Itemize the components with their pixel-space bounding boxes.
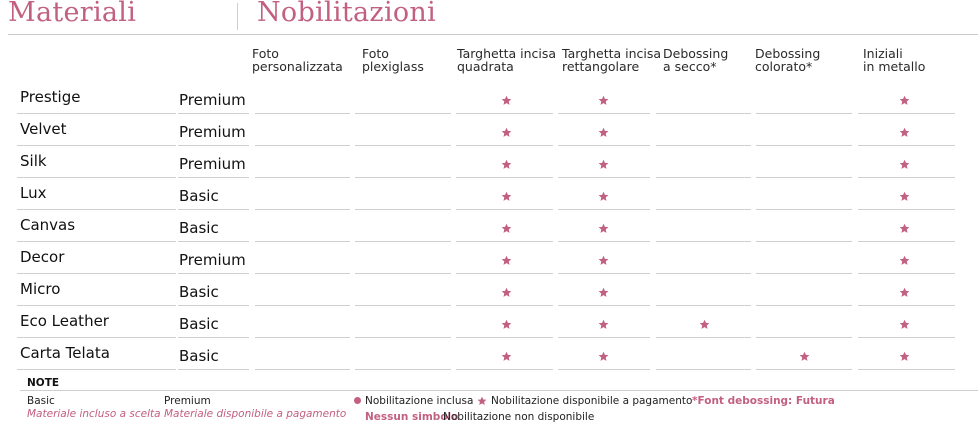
star-icon <box>899 191 910 202</box>
material-name: Canvas <box>20 216 76 234</box>
row-divider <box>17 273 176 274</box>
row-divider <box>178 177 249 178</box>
col-header-foto-personalizzata: Foto personalizzata <box>252 46 343 74</box>
table-row <box>0 182 980 214</box>
row-divider <box>17 209 176 210</box>
row-divider <box>178 273 249 274</box>
row-divider <box>17 145 176 146</box>
row-divider <box>558 209 650 210</box>
material-tier: Basic <box>179 315 219 333</box>
star-icon <box>501 191 512 202</box>
row-divider <box>558 369 650 370</box>
row-divider <box>858 241 955 242</box>
row-divider <box>858 273 955 274</box>
table-row <box>0 214 980 246</box>
row-divider <box>255 337 350 338</box>
table-row <box>0 86 980 118</box>
row-divider <box>178 113 249 114</box>
legend-basic-desc: Materiale incluso a scelta <box>27 408 161 420</box>
row-divider <box>255 177 350 178</box>
row-divider <box>178 145 249 146</box>
material-tier: Premium <box>179 123 246 141</box>
table-row <box>0 342 980 374</box>
row-divider <box>756 177 852 178</box>
material-tier: Basic <box>179 219 219 237</box>
row-divider <box>858 305 955 306</box>
star-icon <box>501 223 512 234</box>
dot-icon <box>354 397 361 404</box>
legend-included-label: Nobilitazione inclusa <box>365 395 474 407</box>
row-divider <box>355 177 451 178</box>
row-divider <box>355 273 451 274</box>
star-icon <box>598 223 609 234</box>
star-icon <box>598 351 609 362</box>
material-name: Silk <box>20 152 47 170</box>
row-divider <box>355 113 451 114</box>
row-divider <box>17 177 176 178</box>
row-divider <box>178 305 249 306</box>
star-icon <box>501 351 512 362</box>
row-divider <box>656 209 751 210</box>
row-divider <box>656 145 751 146</box>
row-divider <box>558 177 650 178</box>
row-divider <box>858 337 955 338</box>
material-name: Decor <box>20 248 65 266</box>
row-divider <box>656 337 751 338</box>
title-nobilitazioni: Nobilitazioni <box>257 0 437 28</box>
row-divider <box>558 241 650 242</box>
row-divider <box>858 369 955 370</box>
star-icon <box>899 319 910 330</box>
row-divider <box>355 209 451 210</box>
row-divider <box>858 113 955 114</box>
star-icon <box>799 351 810 362</box>
row-divider <box>17 113 176 114</box>
notes-title: NOTE <box>27 377 60 389</box>
row-divider <box>456 209 553 210</box>
table-row <box>0 278 980 310</box>
row-divider <box>355 305 451 306</box>
star-icon <box>899 127 910 138</box>
row-divider <box>558 305 650 306</box>
row-divider <box>17 337 176 338</box>
row-divider <box>558 337 650 338</box>
star-icon <box>598 95 609 106</box>
col-header-targhetta-quadrata: Targhetta incisa quadrata <box>457 46 557 74</box>
star-icon <box>598 255 609 266</box>
row-divider <box>756 369 852 370</box>
star-icon <box>598 319 609 330</box>
legend-font-note: *Font debossing: Futura <box>692 395 835 407</box>
row-divider <box>558 113 650 114</box>
material-name: Eco Leather <box>20 312 109 330</box>
legend-premium-label: Premium <box>164 395 211 407</box>
material-tier: Basic <box>179 187 219 205</box>
legend-basic-label: Basic <box>27 395 55 407</box>
legend-premium-desc: Materiale disponibile a pagamento <box>164 408 347 420</box>
material-tier: Premium <box>179 155 246 173</box>
row-divider <box>756 113 852 114</box>
star-icon <box>501 255 512 266</box>
star-icon <box>598 159 609 170</box>
material-name: Velvet <box>20 120 67 138</box>
row-divider <box>656 113 751 114</box>
table-row <box>0 246 980 278</box>
table-row <box>0 150 980 182</box>
legend-none-symbol: Nessun simbolo <box>365 411 459 423</box>
material-name: Micro <box>20 280 61 298</box>
row-divider <box>456 337 553 338</box>
material-name: Carta Telata <box>20 344 110 362</box>
col-header-iniziali-metallo: Iniziali in metallo <box>863 46 926 74</box>
title-divider <box>8 34 978 35</box>
star-icon <box>899 351 910 362</box>
star-icon <box>501 95 512 106</box>
star-icon <box>899 255 910 266</box>
row-divider <box>255 209 350 210</box>
star-icon <box>501 319 512 330</box>
row-divider <box>355 337 451 338</box>
row-divider <box>255 241 350 242</box>
row-divider <box>17 369 176 370</box>
row-divider <box>756 209 852 210</box>
row-divider <box>17 241 176 242</box>
row-divider <box>178 337 249 338</box>
star-icon <box>501 127 512 138</box>
row-divider <box>355 145 451 146</box>
material-tier: Basic <box>179 347 219 365</box>
star-icon <box>899 287 910 298</box>
col-header-debossing-secco: Debossing a secco* <box>663 46 729 74</box>
material-tier: Basic <box>179 283 219 301</box>
col-header-debossing-colorato: Debossing colorato* <box>755 46 821 74</box>
row-divider <box>178 369 249 370</box>
row-divider <box>656 177 751 178</box>
row-divider <box>858 177 955 178</box>
star-icon <box>598 127 609 138</box>
row-divider <box>756 273 852 274</box>
material-name: Lux <box>20 184 47 202</box>
legend-none-label: Nobilitazione non disponibile <box>443 411 595 423</box>
material-tier: Premium <box>179 91 246 109</box>
row-divider <box>858 209 955 210</box>
row-divider <box>756 305 852 306</box>
row-divider <box>178 241 249 242</box>
star-icon <box>699 319 710 330</box>
row-divider <box>255 305 350 306</box>
row-divider <box>17 305 176 306</box>
row-divider <box>558 273 650 274</box>
star-icon <box>899 159 910 170</box>
title-separator <box>237 3 238 30</box>
row-divider <box>456 145 553 146</box>
row-divider <box>456 177 553 178</box>
star-icon <box>501 159 512 170</box>
row-divider <box>756 241 852 242</box>
row-divider <box>255 369 350 370</box>
legend-paid-label: Nobilitazione disponibile a pagamento <box>491 395 693 407</box>
material-name: Prestige <box>20 88 81 106</box>
row-divider <box>255 113 350 114</box>
table-row <box>0 310 980 342</box>
row-divider <box>656 369 751 370</box>
star-icon <box>598 191 609 202</box>
row-divider <box>456 273 553 274</box>
col-header-targhetta-rettangolare: Targhetta incisa rettangolare <box>562 46 662 74</box>
row-divider <box>656 273 751 274</box>
star-icon <box>501 287 512 298</box>
row-divider <box>456 241 553 242</box>
row-divider <box>858 145 955 146</box>
title-materiali: Materiali <box>8 0 137 28</box>
star-icon <box>477 396 487 406</box>
row-divider <box>456 369 553 370</box>
notes-divider <box>20 390 978 391</box>
star-icon <box>899 95 910 106</box>
table-row <box>0 118 980 150</box>
row-divider <box>756 337 852 338</box>
row-divider <box>756 145 852 146</box>
col-header-foto-plexiglass: Foto plexiglass <box>362 46 424 74</box>
row-divider <box>255 273 350 274</box>
row-divider <box>456 113 553 114</box>
row-divider <box>355 241 451 242</box>
row-divider <box>355 369 451 370</box>
material-tier: Premium <box>179 251 246 269</box>
row-divider <box>656 305 751 306</box>
row-divider <box>558 145 650 146</box>
star-icon <box>899 223 910 234</box>
row-divider <box>456 305 553 306</box>
star-icon <box>598 287 609 298</box>
row-divider <box>255 145 350 146</box>
row-divider <box>656 241 751 242</box>
row-divider <box>178 209 249 210</box>
